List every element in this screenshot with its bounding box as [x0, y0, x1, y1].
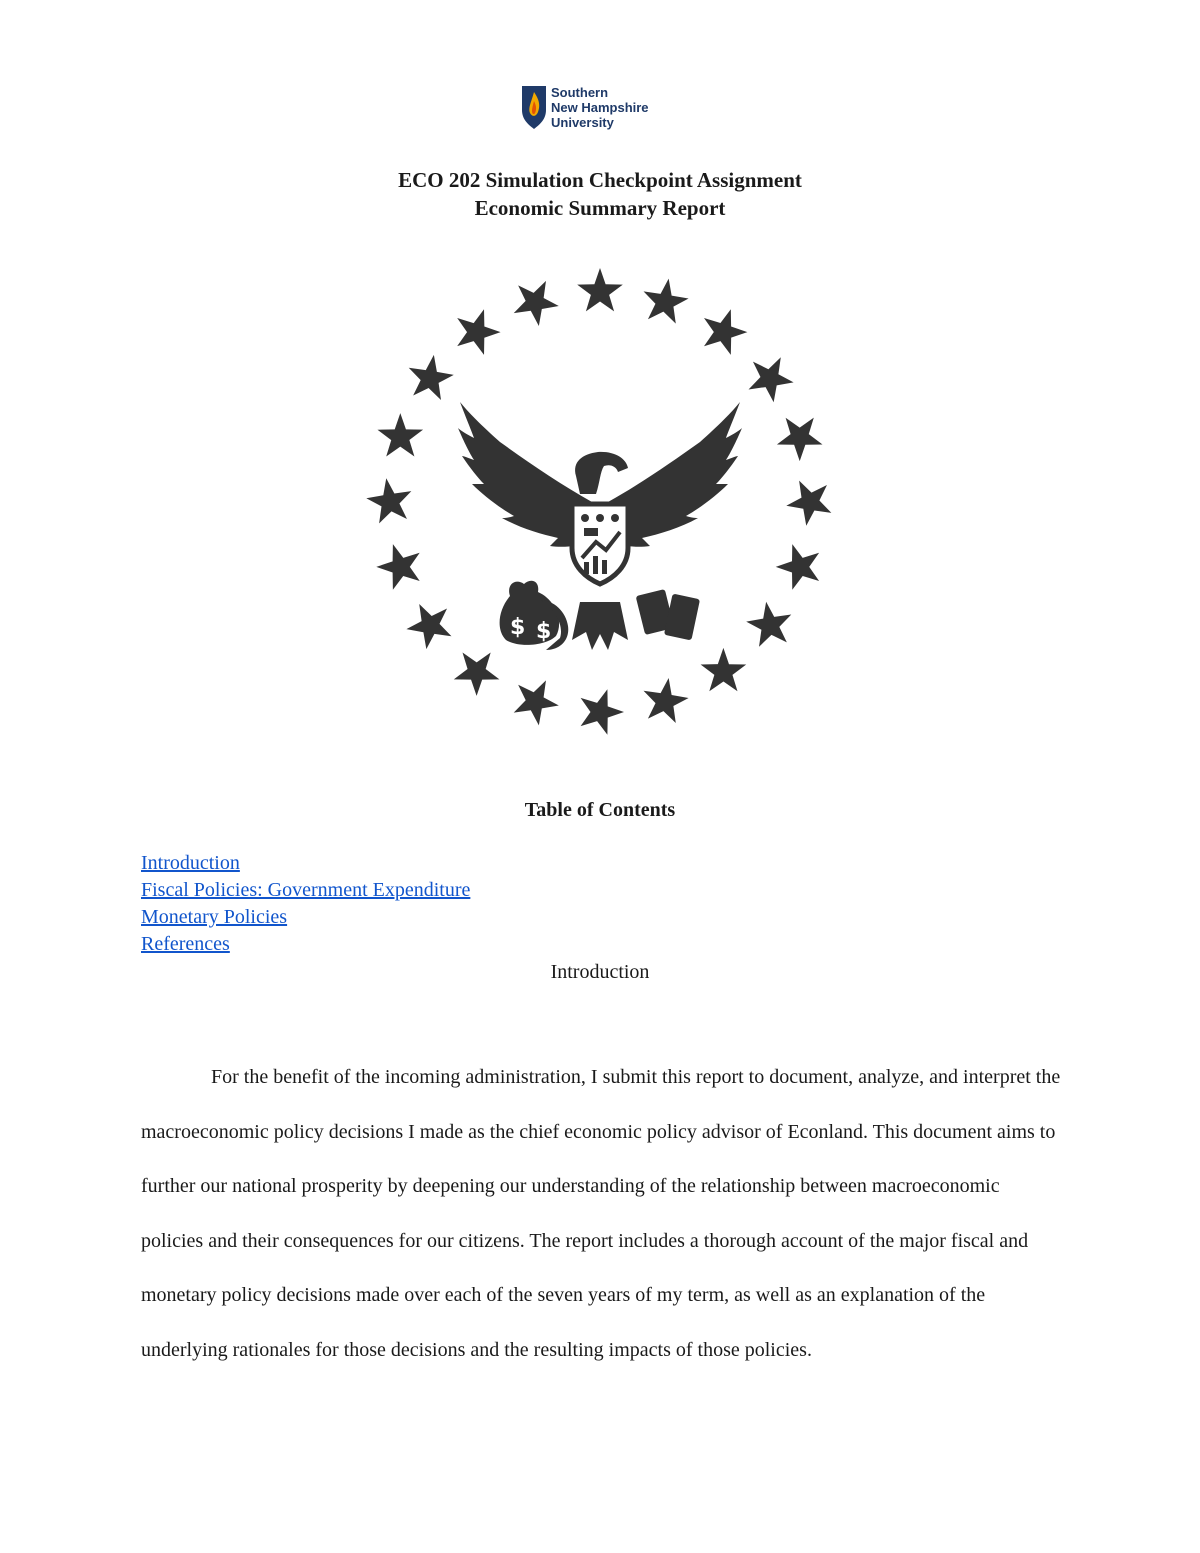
star-icon — [370, 408, 432, 470]
star-icon — [360, 472, 423, 535]
toc-link-references[interactable]: References — [141, 933, 230, 955]
star-icon — [780, 469, 840, 532]
star-icon — [742, 594, 801, 654]
eagle-emblem — [360, 266, 840, 746]
table-of-contents — [141, 850, 470, 958]
shield-flame-icon — [521, 84, 547, 130]
university-logo — [521, 84, 691, 134]
toc-link-introduction[interactable]: Introduction — [141, 852, 240, 874]
star-icon — [642, 675, 692, 727]
star-icon — [510, 280, 562, 330]
eagle-emblem-graphic — [360, 266, 840, 746]
toc-link-fiscal-policies[interactable]: Fiscal Policies: Government Expenditure — [141, 879, 471, 901]
eagle-icon — [458, 402, 742, 650]
star-icon — [770, 404, 832, 466]
star-icon — [449, 307, 506, 362]
introduction-paragraph: For the benefit of the incoming administration, I submit this report to document, analyze, and interpret the macroeconomic policy decisions I made as the chief economic policy advisor of Econland. This document aims to further our national prosperity by deepening our understanding of the relationship between macroeconomic policies and their consequences for our citizens. The report includes a thorough account of the major fiscal and monetary policy decisions made over each of the seven years of my term, as well as an explanation of the underlying rationales for those decisions and the resulting impacts of those policies. — [141, 1066, 1061, 1361]
star-icon — [402, 596, 461, 656]
logo-line-1: Southern — [551, 85, 609, 100]
title-line-1: ECO 202 Simulation Checkpoint Assignment — [398, 168, 802, 192]
star-ring — [360, 268, 840, 735]
document-title — [0, 166, 1200, 222]
svg-text:$: $ — [510, 615, 526, 640]
star-icon — [771, 534, 833, 596]
toc-link-monetary-policies[interactable]: Monetary Policies — [141, 906, 288, 928]
star-icon — [698, 643, 753, 700]
star-icon — [696, 302, 753, 357]
star-icon — [639, 275, 691, 325]
star-icon — [512, 676, 562, 728]
introduction-heading: Introduction — [550, 961, 650, 983]
star-icon — [581, 689, 624, 735]
toc-heading: Table of Contents — [524, 799, 676, 821]
star-icon — [451, 644, 506, 701]
svg-text:$: $ — [536, 619, 552, 644]
star-icon — [741, 347, 801, 406]
logo-line-3: University — [551, 115, 614, 130]
logo-line-2: New Hampshire — [551, 100, 649, 115]
title-line-2: Economic Summary Report — [474, 196, 726, 220]
star-icon — [401, 351, 461, 410]
star-icon — [577, 268, 623, 311]
star-icon — [371, 537, 433, 599]
logo-wordmark — [551, 85, 649, 130]
